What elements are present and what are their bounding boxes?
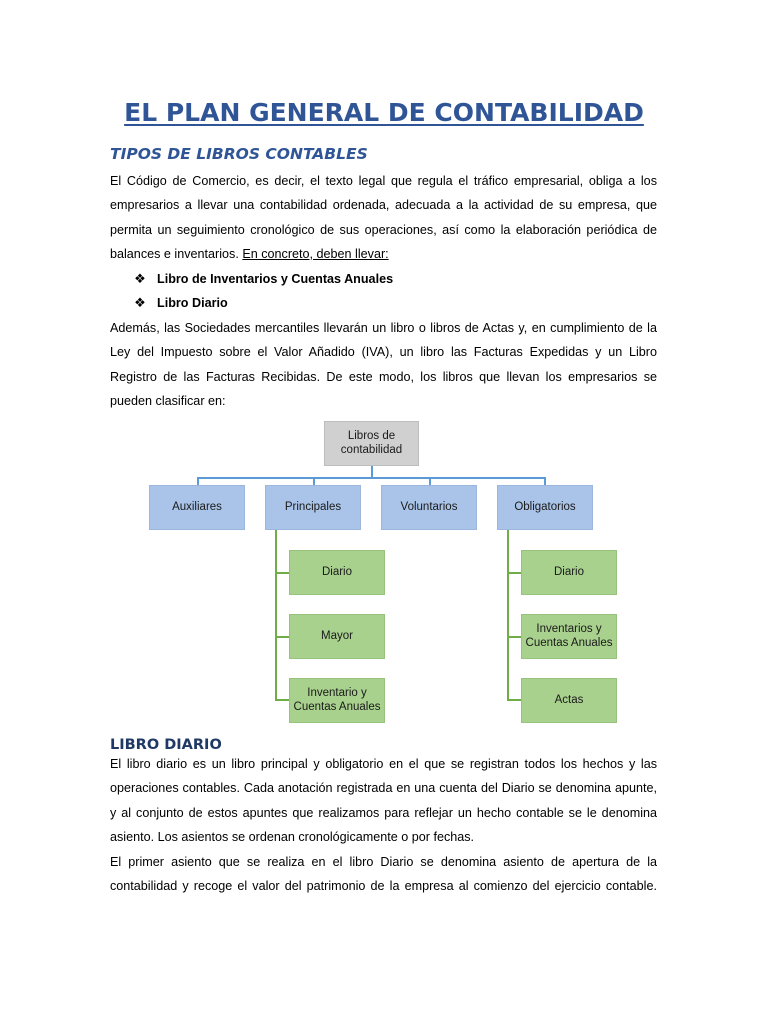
org-node-principales-mayor: Mayor — [289, 614, 385, 659]
section-heading-libro-diario: LIBRO DIARIO — [110, 737, 222, 753]
connector-line — [371, 465, 373, 477]
paragraph-asiento-apertura: El primer asiento que se realiza en el libro Diario se denomina asiento de apertura de la contabilidad y recoge el valor del patrimonio de la empresa al comienzo del ejercicio contable. — [110, 855, 657, 894]
org-node-obligatorios-inventarios: Inventarios y Cuentas Anuales — [521, 614, 617, 659]
connector-line — [507, 636, 522, 638]
org-node-principales-inventario: Inventario y Cuentas Anuales — [289, 678, 385, 723]
bullet-item — [133, 267, 393, 291]
connector-line — [507, 699, 522, 701]
intro-paragraph — [110, 169, 657, 266]
bullet-label: Libro de Inventarios y Cuentas Anuales — [157, 272, 394, 286]
connector-line — [507, 530, 509, 700]
paragraph-classification: Además, las Sociedades mercantiles llevarán un libro o libros de Actas y, en cumplimiento de la Ley del Impuesto sobre el Valor Añadido (IVA), un libro las Facturas Expedidas y un Libro Registro de las Facturas Recibidas. De este modo, los libros que llevan los empresarios se pueden clasificar en: — [110, 321, 657, 408]
paragraph-libro-diario: El libro diario es un libro principal y obligatorio en el que se registran todos los hechos y las operaciones contables. Cada anotación registrada en una cuenta del Diario se denomina apunte, y al conjunto de estos apuntes que realizamos para reflejar un hecho contable se le denomina asiento. Los asientos se ordenan cronológicamente o por fechas. — [110, 757, 657, 844]
org-node-obligatorios-diario: Diario — [521, 550, 617, 595]
intro-text: El Código de Comercio, es decir, el texto legal que regula el tráfico empresarial, obliga a los empresarios a llevar una contabilidad ordenada, adecuada a la actividad de su empresa, que permita un seguimiento cronológico de sus operaciones, así como la elaboración periódica de balances e inventarios. — [110, 174, 657, 261]
org-node-root: Libros de contabilidad — [324, 421, 419, 466]
org-node-principales: Principales — [265, 485, 361, 530]
document-title: EL PLAN GENERAL DE CONTABILIDAD — [124, 98, 644, 127]
connector-line — [275, 572, 290, 574]
bullet-item — [133, 291, 228, 315]
connector-line — [507, 572, 522, 574]
org-node-principales-diario: Diario — [289, 550, 385, 595]
connector-line — [275, 636, 290, 638]
bullet-label: Libro Diario — [157, 296, 228, 310]
section-subtitle: TIPOS DE LIBROS CONTABLES — [110, 145, 368, 163]
diamond-bullet-icon: ❖ — [134, 295, 146, 310]
connector-line — [275, 530, 277, 700]
connector-line — [275, 699, 290, 701]
org-node-obligatorios: Obligatorios — [497, 485, 593, 530]
diamond-bullet-icon: ❖ — [134, 271, 146, 286]
org-node-auxiliares: Auxiliares — [149, 485, 245, 530]
org-node-voluntarios: Voluntarios — [381, 485, 477, 530]
connector-line — [197, 477, 545, 479]
org-node-obligatorios-actas: Actas — [521, 678, 617, 723]
intro-underlined-text: En concreto, deben llevar: — [242, 246, 389, 261]
